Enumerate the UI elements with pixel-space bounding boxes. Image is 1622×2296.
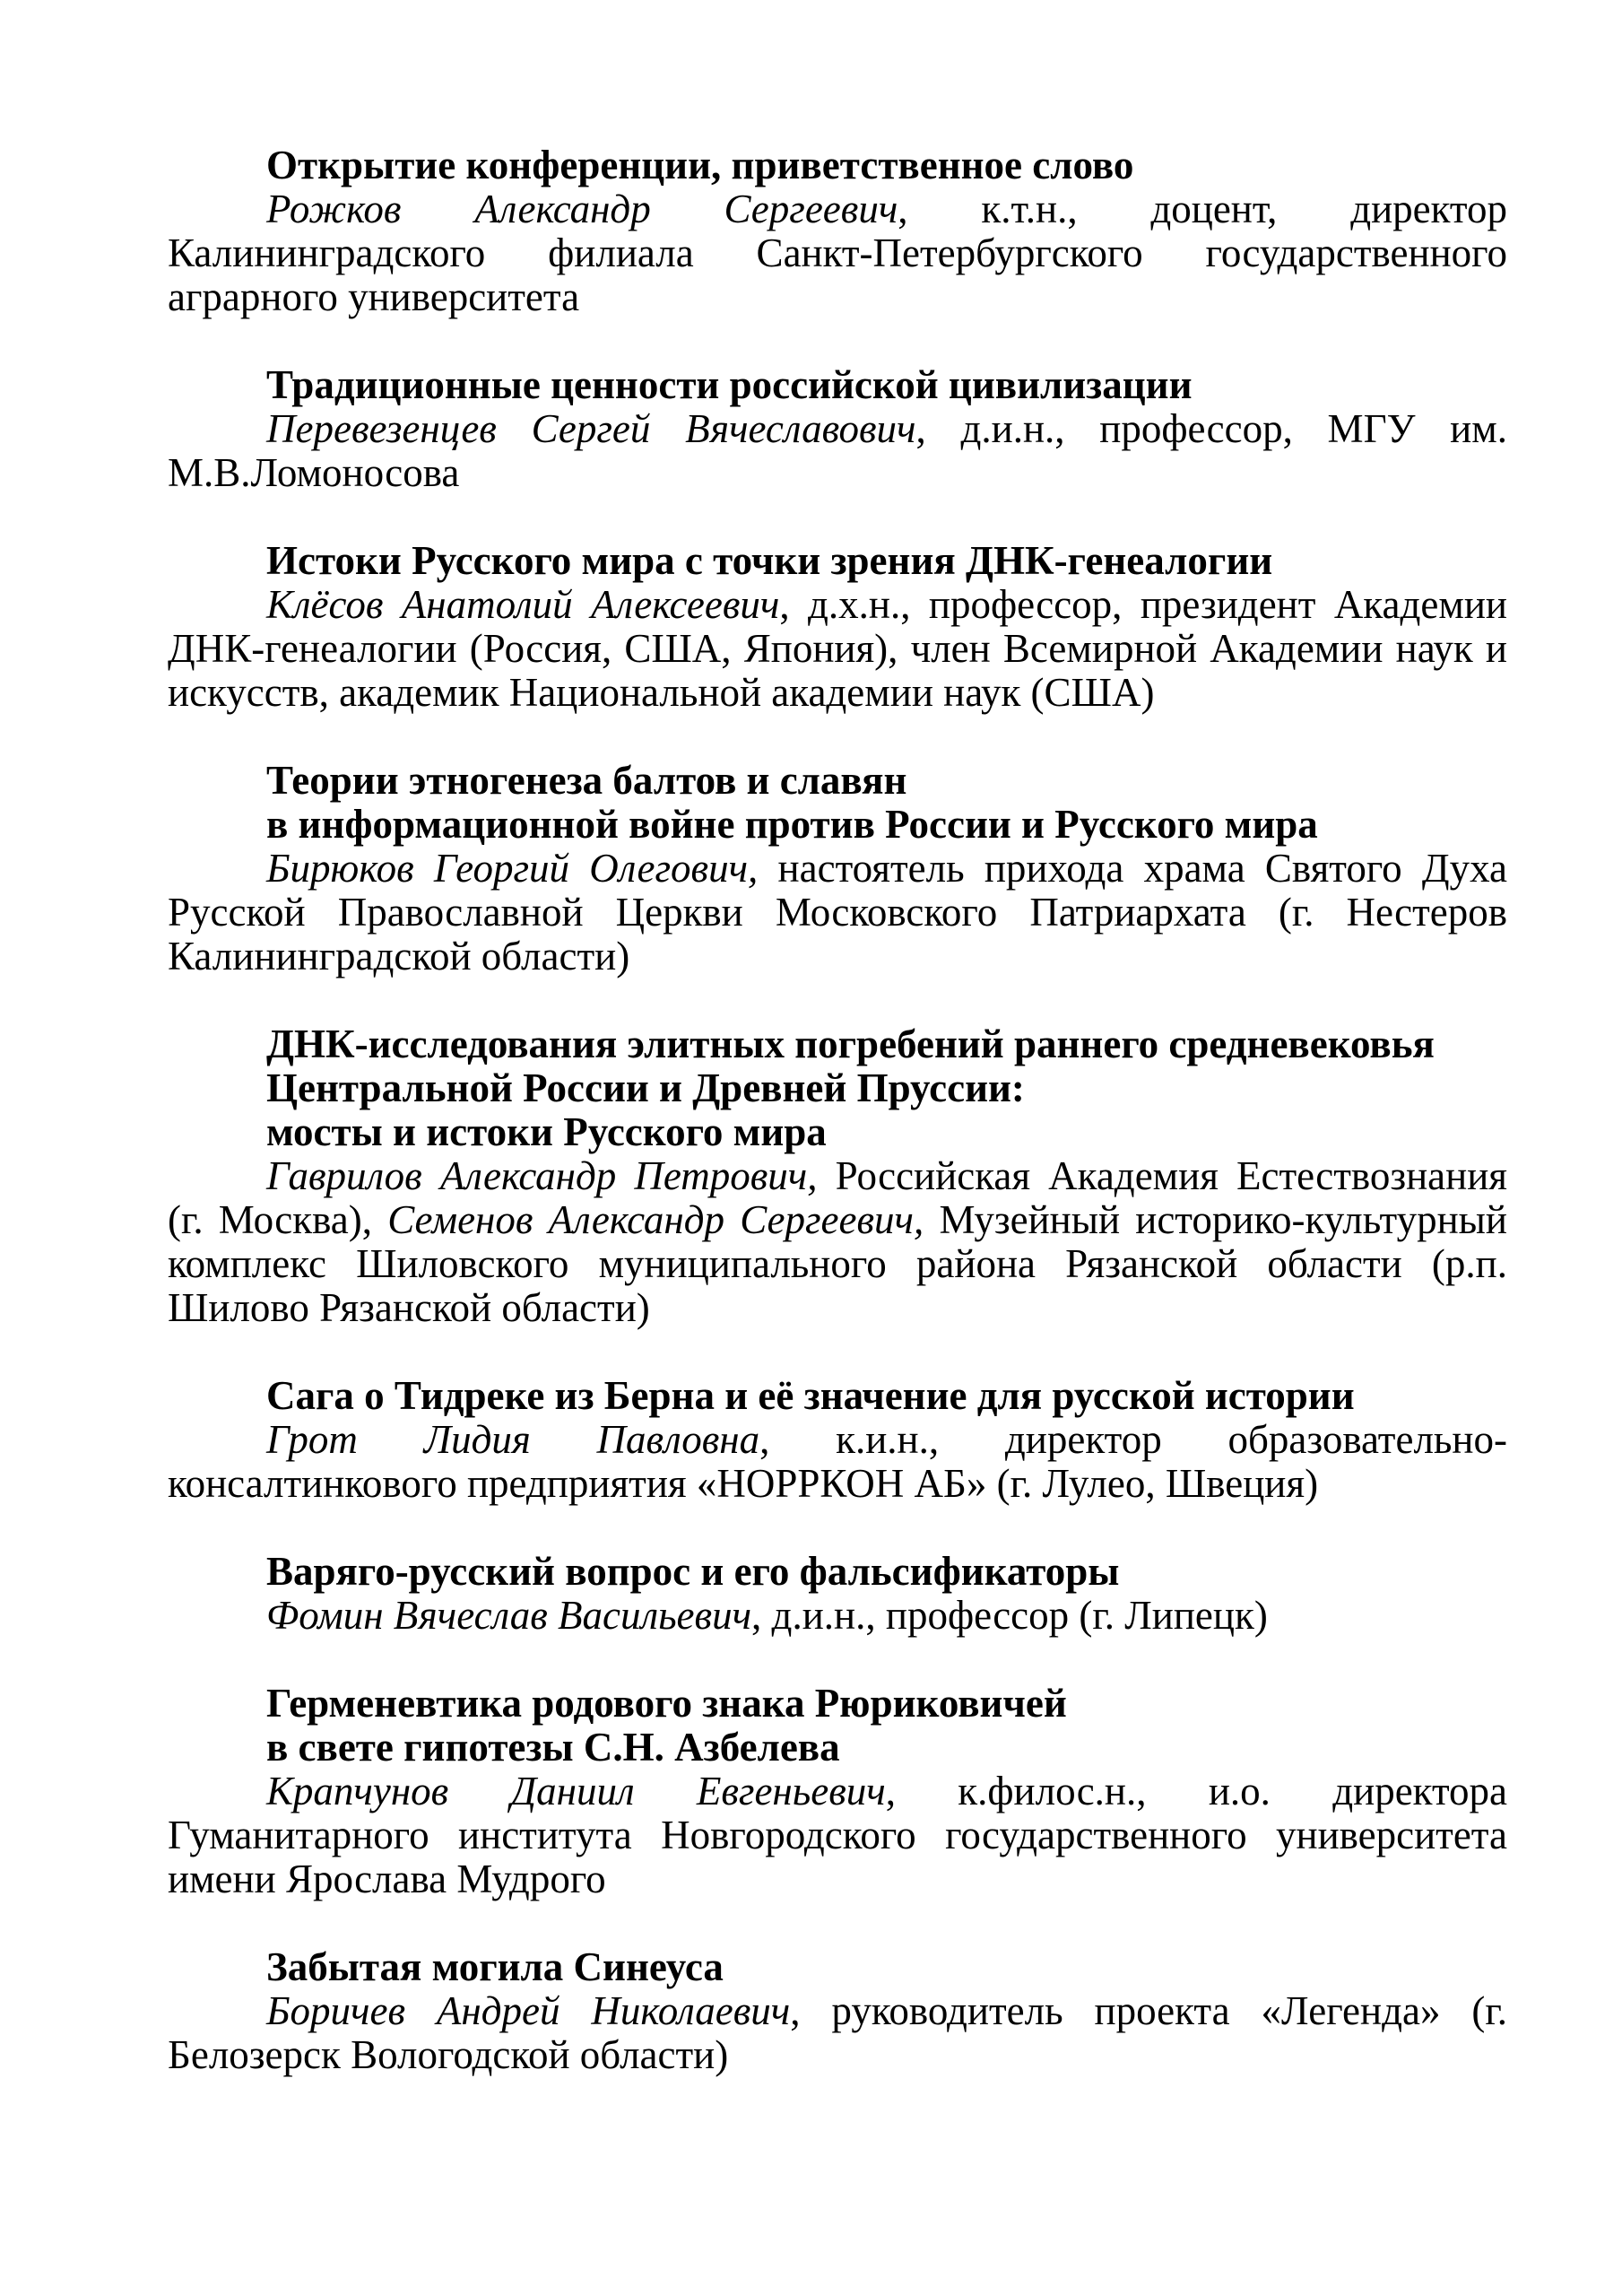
speaker-details: , д.и.н., профессор, МГУ им. М.В.Ломоносова [168,406,1507,495]
speaker-details: , к.и.н., директор образовательно-консалтинкового предприятия «НОРРКОН АБ» (г. Лулео, Швеция) [168,1417,1507,1506]
session-description [168,407,1507,495]
session-title-line: Забытая могила Синеуса [266,1944,724,1989]
speaker-details: , д.и.н., профессор (г. Липецк) [751,1593,1268,1638]
session-description [168,1594,1507,1638]
speaker-details: , д.х.н., профессор, президент Академии ДНК-генеалогии (Россия, США, Япония), член Всемирной Академии наук и искусств, академик Национальной академии наук (США) [168,582,1507,715]
speaker-details: настоятель прихода храма Святого Духа Русской Православной Церкви Московского Патриархата (г. Нестеров Калининградской области) [168,846,1507,978]
speaker-name: Семенов Александр Сергеевич, [387,1197,924,1242]
session-title-line: Центральной России и Древней Пруссии: [266,1065,1025,1110]
sessions-list [168,144,1507,2077]
session-description [168,847,1507,978]
speaker-name: Клёсов Анатолий Алексеевич [266,582,780,627]
speaker-name: Рожков Александр Сергеевич [266,187,898,231]
speaker-name: Гаврилов Александр Петрович, [266,1153,818,1198]
speaker-name: Крапчунов Даниил Евгеньевич [266,1769,886,1813]
session-description [168,1770,1507,1901]
session-item [168,363,1507,495]
session-title-line: в свете гипотезы С.Н. Азбелева [266,1725,840,1770]
session-description [168,187,1507,319]
speaker-details: Музейный историко-культурный комплекс Шиловского муниципального района Рязанской области (р.п. Шилово Рязанской области) [168,1197,1507,1330]
speaker-name: Фомин Вячеслав Васильевич [266,1593,752,1638]
session-title-line: Открытие конференции, приветственное слово [266,143,1134,187]
speaker-details: , к.филос.н., и.о. директора Гуманитарного института Новгородского государственного университета имени Ярослава Мудрого [168,1769,1507,1901]
session-item [168,1550,1507,1638]
session-title-line: Истоки Русского мира с точки зрения ДНК-генеалогии [266,538,1273,583]
session-title-line: в информационной войне против России и Русского мира [266,802,1318,847]
session-item [168,539,1507,715]
session-description [168,1418,1507,1506]
session-description [168,1989,1507,2077]
session-item [168,144,1507,319]
speaker-details: , к.т.н., доцент, директор Калининградского филиала Санкт-Петербургского государственного аграрного университета [168,187,1508,319]
speaker-name: Боричев Андрей Николаевич [266,1988,791,2033]
session-item [168,1022,1507,1330]
session-item [168,1374,1507,1506]
session-title-line: Герменевтика родового знака Рюриковичей [266,1681,1067,1726]
speaker-name: Бирюков Георгий Олегович, [266,846,759,891]
session-item [168,759,1507,978]
session-description [168,1154,1507,1330]
speaker-details: Российская Академия Естествознания (г. Москва), [168,1153,1508,1242]
session-title-line: Сага о Тидреке из Берна и её значение для русской истории [266,1373,1355,1418]
session-title-line: Варяго-русский вопрос и его фальсификаторы [266,1549,1120,1594]
session-item [168,1682,1507,1901]
session-title-line: ДНК-исследования элитных погребений раннего средневековья [266,1022,1435,1066]
session-title-line: мосты и истоки Русского мира [266,1109,827,1154]
speaker-name: Грот Лидия Павловна [266,1417,760,1462]
speaker-name: Перевезенцев Сергей Вячеславович [266,406,916,451]
session-description [168,583,1507,715]
session-title-line: Традиционные ценности российской цивилизации [266,362,1193,407]
speaker-details: , руководитель проекта «Легенда» (г. Белозерск Вологодской области) [168,1988,1507,2077]
session-title-line: Теории этногенеза балтов и славян [266,758,907,803]
session-item [168,1945,1507,2077]
